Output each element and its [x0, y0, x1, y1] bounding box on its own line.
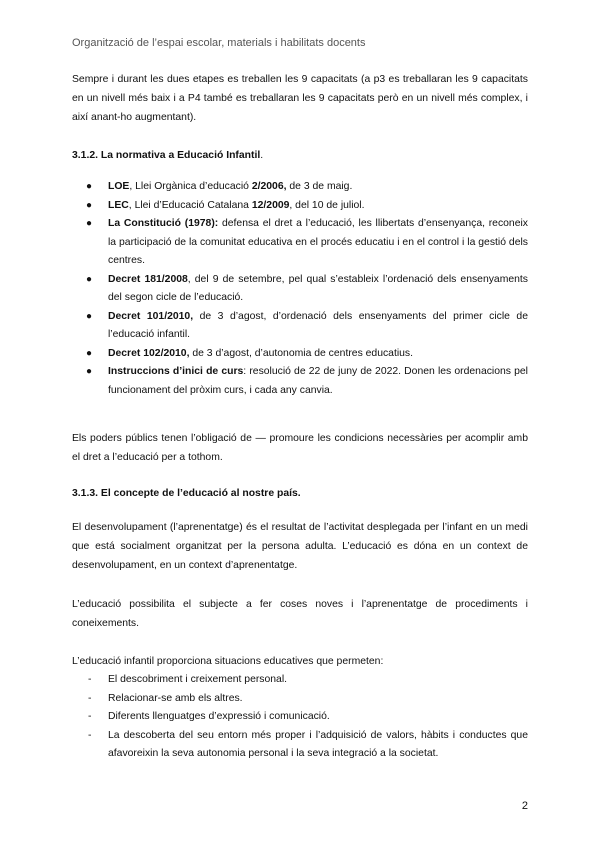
section-heading-3-1-2-text: 3.1.2. La normativa a Educació Infantil	[72, 150, 261, 161]
item-text-1: de 3 d’agost, d’autonomia de centres educatius.	[189, 347, 414, 359]
intro-paragraph: Sempre i durant les dues etapes es treballen les 9 capacitats (a p3 es treballaran les 9 capacitats en un nivell més baix i a P4 també es treballaran les 9 capacitats però en un nivell més complex, i així anant-ho augmentant).	[72, 74, 528, 123]
item-text-1: , Llei Orgànica d’educació	[129, 181, 252, 192]
situacio-item	[72, 671, 528, 690]
item-bold-1: LEC	[108, 199, 129, 211]
situacio-text: Diferents llenguatges d’expressió i comunicació.	[108, 711, 330, 722]
situacio-text: Relacionar-se amb els altres.	[108, 692, 243, 704]
bullet-dot-icon: ●	[86, 181, 93, 192]
item-bold-1: Decret 102/2010,	[108, 347, 190, 359]
bullet-dot-icon: ●	[86, 310, 93, 322]
dash-icon: -	[88, 711, 92, 722]
item-bold-1: La Constitució (1978):	[108, 218, 219, 229]
item-text-2: de 3 de maig.	[286, 181, 353, 192]
item-text-1: , Llei d’Educació Catalana	[128, 199, 252, 211]
normativa-item	[72, 197, 528, 216]
poders-paragraph: Els poders públics tenen l’obligació de — promoure les condicions necessàries per acomplir amb el dret a l’educació per a tothom.	[72, 433, 528, 463]
concepte-paragraph-3: L’educació infantil proporciona situacions educatives que permeten:	[72, 656, 384, 667]
item-text-2: , del 10 de juliol.	[289, 199, 365, 211]
normativa-item	[72, 215, 528, 271]
section-heading-3-1-2-suffix: .	[260, 150, 264, 161]
item-bold-2: 2/2006,	[251, 181, 287, 192]
situacio-item	[72, 727, 528, 764]
situacio-item	[72, 690, 528, 709]
section-heading-3-1-2	[72, 150, 263, 161]
item-bold-1: Decret 181/2008	[108, 273, 188, 285]
item-text-1: defensa el dret a l’educació, les llibertats d’ensenyança, reconeix la participació de la comunitat educativa en el procés educatiu i en el control i la gestió dels centres.	[108, 218, 528, 266]
item-text-1: : resolució de 22 de juny de 2022. Donen les ordenacions pel funcionament del pròxim curs, i cada any canvia.	[108, 366, 528, 396]
situacions-list	[72, 671, 528, 764]
dash-icon: -	[88, 692, 92, 704]
bullet-dot-icon: ●	[86, 199, 93, 211]
page-number: 2	[521, 800, 528, 812]
item-bold-1: Decret 101/2010,	[108, 310, 194, 322]
item-bold-1: Instruccions d’inici de curs	[108, 366, 244, 377]
normativa-item	[72, 345, 528, 364]
item-text-1: , del 9 de setembre, pel qual s’estableix l’ordenació dels ensenyaments del segon cicle de l’educació.	[108, 273, 529, 303]
bullet-dot-icon: ●	[86, 273, 93, 285]
normativa-item	[72, 178, 528, 197]
normativa-item	[72, 308, 528, 345]
running-header: Organització de l’espai escolar, materials i habilitats docents	[72, 37, 366, 49]
bullet-dot-icon: ●	[86, 366, 93, 377]
normativa-item	[72, 271, 528, 308]
situacio-text: La descoberta del seu entorn més proper i l’adquisició de valors, hàbits i conductes que afavoreixin la seva autonomia personal i la seva integració a la societat.	[108, 729, 528, 759]
item-bold-2: 12/2009	[251, 199, 290, 211]
situacio-item	[72, 708, 528, 727]
item-text-1: de 3 d’agost, d’ordenació dels ensenyaments del primer cicle de l’educació infantil.	[108, 310, 528, 340]
concepte-paragraph-2: L’educació possibilita el subjecte a fer coses noves i l’aprenentatge de procediments i coneixements.	[72, 599, 528, 629]
normativa-list	[72, 178, 528, 400]
situacio-text: El descobriment i creixement personal.	[108, 674, 288, 685]
dash-icon: -	[88, 674, 92, 685]
item-bold-1: LOE	[108, 181, 130, 192]
concepte-paragraph-1: El desenvolupament (l’aprenentatge) és el resultat de l’activitat desplegada per l’infant en un medi que está socialment organitzat per la persona adulta. L’educació es dóna en un context de desenvolupament, en un context d’aprenentatge.	[72, 522, 528, 571]
bullet-dot-icon: ●	[86, 218, 93, 229]
bullet-dot-icon: ●	[86, 347, 93, 359]
section-heading-3-1-3: 3.1.3. El concepte de l’educació al nostre país.	[72, 488, 301, 499]
normativa-item	[72, 363, 528, 400]
dash-icon: -	[88, 729, 92, 741]
